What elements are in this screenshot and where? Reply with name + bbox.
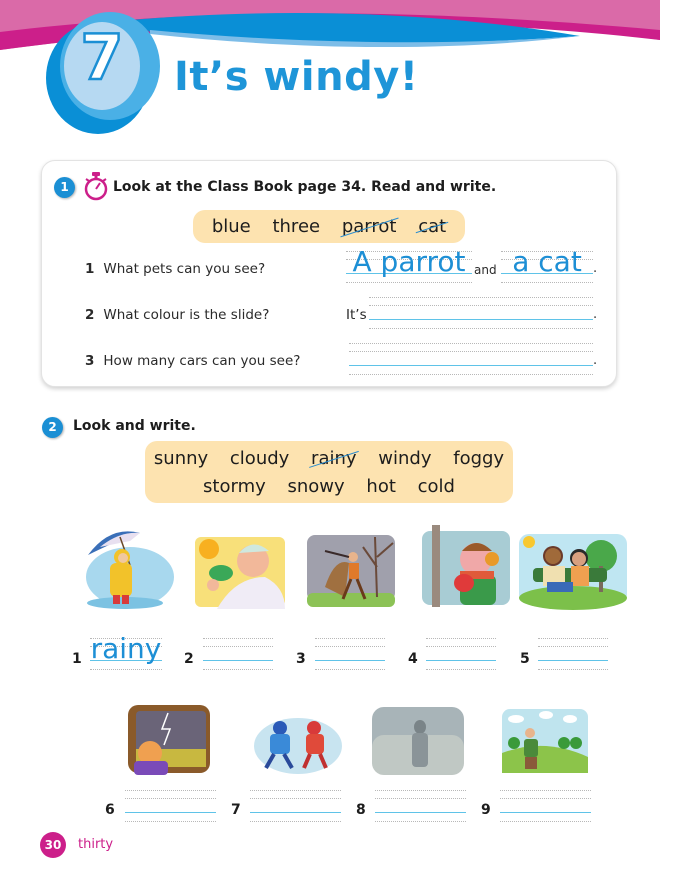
page-title: It’s windy! [174, 54, 419, 100]
question-3: 3 How many cars can you see? [85, 353, 301, 369]
prefix-its: It’s [346, 307, 367, 323]
word-cloudy: cloudy [229, 448, 290, 469]
item-6-answer-field[interactable] [125, 790, 216, 822]
connector-and: and [474, 263, 497, 277]
item-5-number: 5 [520, 651, 530, 667]
word-bank-2-row-2 [145, 473, 513, 501]
picture-4-cold [420, 525, 512, 610]
answer-3-field[interactable] [349, 343, 593, 375]
item-1-answer-field[interactable] [90, 632, 162, 670]
word-bank-1 [193, 210, 465, 243]
item-6-number: 6 [105, 802, 115, 818]
picture-5-sunny [517, 528, 629, 610]
word-windy: windy [378, 448, 432, 469]
picture-2-hot [195, 527, 287, 609]
item-7-answer-field[interactable] [250, 790, 341, 822]
page-number-badge: 30 [40, 832, 66, 858]
question-1: 1 What pets can you see? [85, 261, 266, 277]
picture-1-rainy [80, 525, 175, 610]
word-snowy: snowy [287, 476, 345, 497]
word-bank-2 [145, 441, 513, 503]
word-blue: blue [211, 216, 251, 237]
page-number-word: thirty [78, 837, 114, 852]
word-bank-2-row-1 [145, 445, 513, 473]
word-rainy: rainy [311, 445, 357, 473]
exercise-2-number: 2 [42, 417, 63, 438]
item-1-number: 1 [72, 651, 82, 667]
question-2: 2 What colour is the slide? [85, 307, 270, 323]
item-5-answer-field[interactable] [538, 638, 608, 670]
item-3-answer-field[interactable] [315, 638, 385, 670]
word-parrot: parrot [342, 210, 397, 243]
word-hot: hot [366, 476, 396, 497]
item-7-number: 7 [231, 802, 241, 818]
item-2-number: 2 [184, 651, 194, 667]
period: . [593, 353, 598, 368]
item-8-answer-field[interactable] [375, 790, 466, 822]
item-1-answer-text: rainy [90, 632, 162, 665]
word-cold: cold [417, 476, 455, 497]
answer-1a-field[interactable] [346, 245, 472, 283]
picture-6-stormy [128, 705, 212, 775]
word-sunny: sunny [153, 448, 209, 469]
item-3-number: 3 [296, 651, 306, 667]
word-foggy: foggy [453, 448, 505, 469]
picture-7-snowy [252, 710, 344, 776]
item-8-number: 8 [356, 802, 366, 818]
word-stormy: stormy [203, 476, 266, 497]
period: . [593, 261, 598, 276]
answer-1a-text: A parrot [352, 245, 466, 278]
picture-8-foggy [370, 705, 466, 777]
period: . [593, 307, 598, 322]
item-9-answer-field[interactable] [500, 790, 591, 822]
answer-1b-text: a cat [512, 245, 582, 278]
item-4-answer-field[interactable] [426, 638, 496, 670]
item-2-answer-field[interactable] [203, 638, 273, 670]
answer-1b-field[interactable] [501, 245, 593, 283]
exercise-2-instruction: Look and write. [73, 418, 196, 434]
exercise-1-instruction: Look at the Class Book page 34. Read and write. [113, 179, 497, 195]
picture-3-windy [305, 527, 397, 609]
word-three: three [272, 216, 321, 237]
item-9-number: 9 [481, 802, 491, 818]
picture-9-cloudy [500, 707, 590, 775]
item-4-number: 4 [408, 651, 418, 667]
stopwatch-icon [83, 171, 109, 201]
exercise-1-number: 1 [54, 177, 75, 198]
unit-number: 7 [80, 21, 124, 94]
word-cat: cat [418, 210, 446, 243]
answer-2-field[interactable] [369, 297, 593, 329]
